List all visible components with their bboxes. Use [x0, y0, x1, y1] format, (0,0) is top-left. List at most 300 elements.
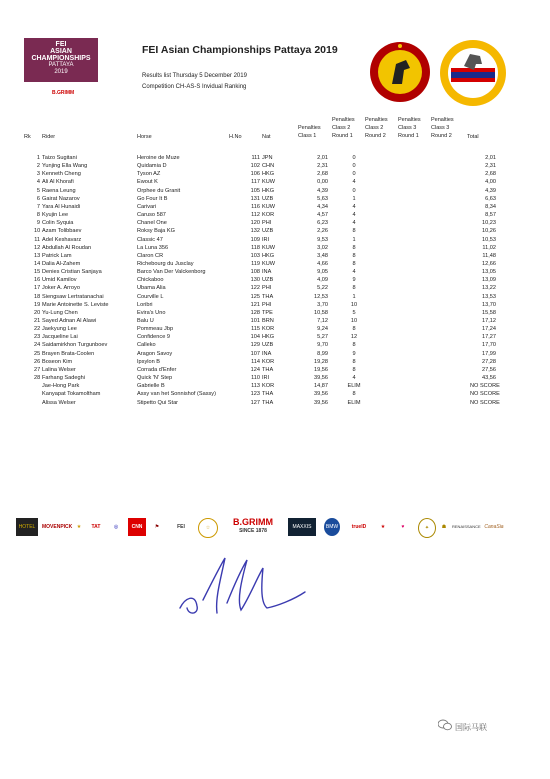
thailand-equestrian-federation-crest-icon	[438, 38, 508, 108]
rank-cell: 10	[34, 228, 41, 235]
horse-number-cell: 124	[250, 366, 260, 373]
horse-cell: Aragon Savoy	[137, 350, 173, 357]
horse-number-cell: 108	[250, 269, 260, 276]
asian-equestrian-federation-crest-icon	[368, 40, 432, 104]
total-cell: 10,53	[482, 236, 496, 243]
nation-cell: THA	[262, 366, 274, 373]
sponsor-renaissance-logo: RENAISSANCE	[452, 524, 481, 529]
nation-cell: HKG	[262, 334, 275, 341]
nation-cell: THA	[262, 399, 274, 406]
nation-cell: THA	[262, 293, 274, 300]
fei-championship-logo	[24, 38, 98, 82]
col-c2r2-line2: Class 2	[365, 125, 384, 131]
horse-number-cell: 111	[251, 155, 260, 161]
rider-cell: Yu-Lung Chen	[42, 309, 78, 316]
rank-cell: 18	[34, 293, 41, 300]
table-row	[0, 187, 550, 195]
horse-number-cell: 122	[250, 285, 260, 292]
horse-number-cell: 120	[250, 220, 260, 227]
col-p1-line2: Class 1	[298, 133, 317, 139]
horse-number-cell: 114	[251, 358, 260, 365]
penalties-class1-cell: 2,31	[317, 163, 328, 170]
sponsor-movenpick-logo: MOVENPICK	[42, 524, 73, 530]
penalties-class2-round1-cell: 1	[352, 236, 356, 243]
horse-cell: Quick 'N' Step	[137, 375, 173, 382]
penalties-class1-cell: 2,01	[317, 155, 328, 161]
penalties-class2-round1-cell: 0	[352, 155, 356, 161]
col-hno: H.No	[229, 134, 242, 140]
penalties-class1-cell: 4,57	[317, 212, 328, 219]
total-cell: 11,48	[482, 252, 496, 259]
table-row	[0, 195, 550, 203]
rank-cell: 22	[34, 326, 41, 333]
nation-cell: UZB	[262, 228, 274, 235]
penalties-class1-cell: 4,09	[317, 277, 328, 284]
penalties-class2-round1-cell: 8	[352, 285, 356, 292]
penalties-class1-cell: 4,34	[317, 203, 328, 210]
total-cell: 13,22	[482, 285, 496, 292]
table-row	[0, 170, 550, 178]
table-row	[0, 236, 550, 244]
sponsor-bmw-logo: BMW	[324, 518, 340, 536]
penalties-class2-round1-cell: 8	[352, 326, 356, 333]
rider-cell: Umid Kamilov	[42, 277, 77, 284]
sponsor-canasia-logo: CanaSia	[484, 524, 504, 530]
penalties-class2-round1-cell: 8	[352, 260, 356, 267]
table-row	[0, 284, 550, 292]
horse-number-cell: 102	[250, 163, 260, 170]
horse-number-cell: 127	[250, 399, 260, 406]
penalties-class2-round1-cell: 0	[352, 163, 356, 170]
rider-cell: Alissa Welser	[42, 399, 76, 406]
col-c3r2-line2: Class 3	[431, 125, 450, 131]
sponsor-emblem-logo: ◎	[113, 524, 119, 530]
table-row	[0, 350, 550, 358]
horse-number-cell: 103	[250, 252, 260, 259]
rider-cell: Yunjing Ella Wang	[42, 163, 88, 170]
rider-cell: Adel Keshavarz	[42, 236, 82, 243]
horse-number-cell: 105	[250, 187, 260, 194]
rank-cell: 14	[34, 260, 41, 267]
penalties-class2-round1-cell: 4	[352, 220, 356, 227]
nation-cell: KUW	[262, 260, 276, 267]
table-row	[0, 276, 550, 284]
table-row	[0, 268, 550, 276]
penalties-class1-cell: 14,87	[314, 383, 328, 390]
rank-cell: 4	[36, 179, 40, 186]
penalties-class1-cell: 3,48	[317, 252, 328, 259]
col-c3r1-line1: Penalties	[398, 117, 421, 123]
rank-cell: 9	[36, 220, 40, 227]
col-penalties-class3-round1	[398, 116, 421, 140]
document-title: FEI Asian Championships Pattaya 2019	[142, 44, 338, 56]
sponsor-trueid-logo: trueID	[351, 524, 367, 530]
rank-cell: 23	[34, 334, 41, 341]
total-cell: 13,05	[482, 269, 496, 276]
penalties-class1-cell: 9,53	[317, 236, 328, 243]
total-cell: 8,57	[485, 212, 496, 219]
total-cell: 2,01	[485, 155, 496, 161]
table-row	[0, 244, 550, 252]
penalties-class1-cell: 39,56	[314, 375, 328, 382]
sponsor-star-logo: ★	[380, 524, 386, 530]
sponsor-tat-logo: TAT	[91, 524, 101, 530]
horse-cell: Ubama Alia	[137, 285, 166, 292]
col-c3r2-line3: Round 2	[431, 133, 452, 139]
table-row	[0, 317, 550, 325]
sponsor-hotel-logo: HOTEL	[16, 518, 38, 536]
col-c3r1-line2: Class 3	[398, 125, 417, 131]
table-row	[0, 301, 550, 309]
table-row	[0, 341, 550, 349]
total-cell: 6,63	[485, 195, 496, 202]
penalties-class2-round1-cell: 5	[352, 309, 356, 316]
rider-cell: Jaekyung Lee	[42, 326, 77, 333]
table-row	[0, 227, 550, 235]
nation-cell: KUW	[262, 244, 276, 251]
horse-cell: Gabrielle B	[137, 383, 165, 390]
total-cell: 27,56	[482, 366, 496, 373]
horse-cell: Heroine de Muze	[137, 155, 180, 161]
rider-cell: Abdullah Al Roudan	[42, 244, 92, 251]
sponsor-seal-logo: ☆	[198, 518, 218, 538]
horse-cell: Tyson AZ	[137, 171, 161, 178]
sponsor-maxxis-logo: MAXXIS	[288, 518, 316, 536]
nation-cell: HKG	[262, 171, 275, 178]
table-row	[0, 358, 550, 366]
horse-cell: Claron CR	[137, 252, 164, 259]
horse-number-cell: 113	[251, 383, 260, 390]
total-cell: 13,09	[482, 277, 496, 284]
horse-cell: Orphee du Granit	[137, 187, 181, 194]
rider-cell: Sayed Adnan Al Alawi	[42, 318, 97, 324]
bgrimm-since: SINCE 1878	[239, 528, 267, 534]
horse-cell: Loribri	[137, 301, 153, 308]
nation-cell: UZB	[262, 277, 274, 284]
rank-cell: 5	[36, 187, 40, 194]
table-row	[0, 333, 550, 341]
penalties-class1-cell: 9,24	[317, 326, 328, 333]
penalties-class1-cell: 3,70	[317, 301, 328, 308]
horse-cell: Courville L	[137, 293, 164, 300]
col-penalties-class1	[298, 124, 321, 140]
nation-cell: IRI	[262, 236, 270, 243]
nation-cell: PHI	[262, 220, 272, 227]
rider-cell: Dalia Al-Zahem	[42, 260, 81, 267]
total-cell: 13,53	[482, 293, 496, 300]
col-c2r1-line2: Class 2	[332, 125, 351, 131]
rider-cell: Saidamirkhon Turgunboev	[42, 342, 108, 349]
rank-cell: 21	[34, 318, 41, 324]
penalties-class1-cell: 39,56	[314, 399, 328, 406]
nation-cell: HKG	[262, 252, 275, 259]
penalties-class2-round1-cell: 1	[352, 293, 356, 300]
penalties-class1-cell: 10,58	[314, 309, 328, 316]
sponsor-shield-logo: ⚑	[154, 524, 160, 530]
total-cell: NO SCORE	[470, 399, 500, 406]
sponsor-bar	[12, 518, 507, 540]
horse-number-cell: 119	[251, 260, 260, 267]
penalties-class2-round1-cell: 4	[352, 179, 356, 186]
nation-cell: KUW	[262, 203, 276, 210]
col-penalties-class2-round1	[332, 116, 355, 140]
rank-cell: 19	[34, 301, 41, 308]
col-total: Total	[467, 134, 479, 140]
rider-cell: Jae-Hong Park	[42, 383, 80, 390]
penalties-class2-round1-cell: 4	[352, 212, 356, 219]
horse-cell: Go Four It B	[137, 195, 168, 202]
rank-cell: 17	[34, 285, 41, 292]
total-cell: 17,27	[482, 334, 496, 341]
horse-number-cell: 128	[250, 309, 260, 316]
total-cell: NO SCORE	[470, 383, 500, 390]
rider-cell: Colin Syquia	[42, 220, 74, 227]
rank-cell: 16	[34, 277, 41, 284]
horse-number-cell: 115	[251, 326, 260, 333]
nation-cell: KOR	[262, 326, 275, 333]
table-row	[0, 260, 550, 268]
rank-cell: 8	[36, 212, 40, 219]
nation-cell: HKG	[262, 187, 275, 194]
col-horse: Horse	[137, 134, 152, 140]
rider-cell: Yara Al Hunaidi	[42, 203, 81, 210]
sponsor-heart-logo: ♥	[401, 524, 405, 530]
nation-cell: KOR	[262, 358, 275, 365]
col-c3r1-line3: Round 1	[398, 133, 419, 139]
col-nat: Nat	[262, 134, 271, 140]
horse-cell: La Luna 356	[137, 244, 169, 251]
rider-cell: Kanyapat Tokamoltham	[42, 391, 101, 398]
horse-number-cell: 110	[251, 375, 260, 382]
horse-number-cell: 130	[250, 277, 260, 284]
rank-cell: 27	[34, 366, 41, 373]
nation-cell: INA	[262, 350, 272, 357]
nation-cell: KOR	[262, 383, 275, 390]
penalties-class2-round1-cell: 1	[352, 195, 356, 202]
horse-cell: Chickaboo	[137, 277, 164, 284]
total-cell: 10,23	[482, 220, 496, 227]
rider-cell: Kyujin Lee	[42, 212, 69, 219]
penalties-class2-round1-cell: 4	[352, 203, 356, 210]
penalties-class1-cell: 6,23	[317, 220, 328, 227]
horse-number-cell: 101	[250, 318, 260, 324]
total-cell: 17,12	[482, 318, 496, 324]
rider-cell: Denies Cristian Sanjaya	[42, 269, 102, 276]
horse-cell: Stipetto Qui Star	[137, 399, 179, 406]
rider-cell: Brayen Brata-Coolen	[42, 350, 95, 357]
horse-number-cell: 116	[251, 203, 260, 210]
penalties-class1-cell: 19,56	[314, 366, 328, 373]
penalties-class2-round1-cell: 12	[350, 334, 358, 341]
watermark-text: 国际马联	[455, 723, 487, 732]
nation-cell: INA	[262, 269, 272, 276]
total-cell: 17,70	[482, 342, 496, 349]
col-c2r1-line3: Round 1	[332, 133, 353, 139]
total-cell: 2,31	[485, 163, 496, 170]
rank-cell: 1	[36, 155, 40, 161]
rider-cell: Boseon Kim	[42, 358, 73, 365]
penalties-class1-cell: 2,68	[317, 171, 328, 178]
rank-cell: 15	[34, 269, 41, 276]
rider-cell: Kenneth Cheng	[42, 171, 81, 178]
penalties-class2-round1-cell: 8	[352, 366, 356, 373]
total-cell: 4,39	[485, 187, 496, 194]
competition-name: Competition CH-AS-S Invidual Ranking	[142, 84, 247, 90]
horse-cell: Carivari	[137, 203, 157, 210]
horse-number-cell: 106	[250, 171, 260, 178]
nation-cell: CHN	[262, 163, 275, 170]
horse-cell: Caruso 587	[137, 212, 166, 219]
horse-cell: Chanel One	[137, 220, 167, 227]
penalties-class2-round1-cell: 8	[352, 244, 356, 251]
nation-cell: THA	[262, 391, 274, 398]
nation-cell: PHI	[262, 285, 272, 292]
horse-number-cell: 109	[250, 236, 260, 243]
table-row	[0, 325, 550, 333]
penalties-class1-cell: 12,53	[314, 293, 328, 300]
horse-cell: Richebourg du Jusclay	[137, 260, 194, 267]
penalties-class2-round1-cell: 4	[352, 375, 356, 382]
total-cell: 2,68	[485, 171, 496, 178]
col-c2r2-line3: Round 2	[365, 133, 386, 139]
table-row	[0, 309, 550, 317]
logo-line2: ASIAN	[50, 48, 72, 55]
penalties-class2-round1-cell: 9	[352, 277, 356, 284]
horse-number-cell: 107	[250, 350, 260, 357]
total-cell: 12,66	[482, 260, 496, 267]
table-row	[0, 293, 550, 301]
total-cell: 10,26	[482, 228, 496, 235]
table-row	[0, 374, 550, 382]
horse-cell: Evira's Uno	[137, 309, 166, 316]
col-rider: Rider	[42, 134, 56, 140]
penalties-class1-cell: 8,99	[317, 350, 328, 357]
total-cell: 27,28	[482, 358, 496, 365]
sponsor-crest-logo: ★	[76, 524, 82, 530]
rank-cell: 12	[34, 244, 41, 251]
table-row	[0, 390, 550, 398]
penalties-class1-cell: 4,39	[317, 187, 328, 194]
rank-cell: 3	[36, 171, 40, 178]
table-row	[0, 162, 550, 170]
logo-line3: CHAMPIONSHIPS	[31, 55, 91, 62]
rank-cell: 7	[36, 203, 40, 210]
penalties-class2-round1-cell: 9	[352, 350, 356, 357]
rank-cell: 28	[34, 375, 41, 382]
penalties-class2-round1-cell: 8	[352, 228, 356, 235]
table-row	[0, 203, 550, 211]
horse-cell: Roksy Baja KG	[137, 228, 175, 235]
horse-cell: Ipsylon B	[137, 358, 161, 365]
horse-number-cell: 121	[250, 301, 260, 308]
horse-cell: Calleko	[137, 342, 156, 349]
horse-number-cell: 117	[251, 179, 260, 186]
penalties-class1-cell: 5,27	[317, 334, 328, 341]
rank-cell: 11	[34, 236, 40, 243]
horse-cell: Pommeau Jbp	[137, 326, 174, 333]
total-cell: 43,56	[482, 375, 496, 382]
penalties-class2-round1-cell: 8	[352, 252, 356, 259]
logo-line5: 2019	[54, 69, 68, 75]
col-penalties-class3-round2	[431, 116, 454, 140]
nation-cell: PHI	[262, 301, 272, 308]
sponsor-cnn-logo: CNN	[128, 518, 146, 536]
penalties-class2-round1-cell: ELIM	[347, 383, 361, 390]
penalties-class1-cell: 5,63	[317, 195, 328, 202]
rank-cell: 26	[34, 358, 41, 365]
total-cell: 13,70	[482, 301, 496, 308]
horse-cell: Barco Van Der Valckenborg	[137, 269, 206, 276]
total-cell: NO SCORE	[470, 391, 500, 398]
penalties-class1-cell: 4,66	[317, 260, 328, 267]
horse-cell: Classic 47	[137, 236, 163, 243]
sponsor-fei-logo: FEI	[177, 524, 185, 530]
total-cell: 15,58	[482, 309, 496, 316]
penalties-class1-cell: 0,00	[317, 179, 328, 186]
nation-cell: JPN	[262, 155, 273, 161]
rider-cell: Jacqueline Lai	[42, 334, 78, 341]
horse-cell: Assy van het Sonnishof (Sassy)	[137, 391, 216, 398]
rider-cell: Taizo Sugitani	[42, 155, 77, 161]
table-row	[0, 252, 550, 260]
logo-line4: PATTAYA	[48, 62, 74, 68]
table-row	[0, 382, 550, 390]
penalties-class2-round1-cell: 0	[352, 171, 356, 178]
table-row	[0, 399, 550, 407]
rider-cell: Raena Leung	[42, 187, 76, 194]
nation-cell: BRN	[262, 318, 274, 324]
horse-number-cell: 129	[250, 342, 260, 349]
horse-cell: Ewout K	[137, 179, 158, 186]
total-cell: 8,34	[485, 203, 496, 210]
rank-cell: 20	[34, 309, 41, 316]
rider-cell: Gairat Nazarov	[42, 195, 80, 202]
table-row	[0, 211, 550, 219]
rank-cell: 13	[34, 252, 41, 259]
penalties-class2-round1-cell: ELIM	[347, 399, 361, 406]
rider-cell: Lalina Welser	[42, 366, 76, 373]
col-p1-line1: Penalties	[298, 125, 321, 131]
penalties-class2-round1-cell: 0	[352, 187, 356, 194]
rider-cell: Joker A. Arroyo	[42, 285, 80, 292]
table-row	[0, 178, 550, 186]
nation-cell: UZB	[262, 195, 274, 202]
rider-cell: Marie Antoinette S. Leviste	[42, 301, 109, 308]
sponsor-emblem3-logo: ☗	[441, 524, 447, 530]
rank-cell: 24	[34, 342, 41, 349]
penalties-class2-round1-cell: 10	[350, 301, 358, 308]
table-row	[0, 154, 550, 162]
col-rk: Rk	[24, 134, 31, 140]
horse-cell: Balu U	[137, 318, 154, 324]
rider-cell: Farhang Sadeghi	[42, 375, 85, 382]
nation-cell: KUW	[262, 179, 276, 186]
rider-cell: Patrick Lam	[42, 252, 72, 259]
penalties-class2-round1-cell: 10	[350, 318, 358, 324]
penalties-class1-cell: 9,05	[317, 269, 328, 276]
nation-cell: UZB	[262, 342, 274, 349]
sponsor-bgrimm-logo	[224, 518, 282, 536]
rank-cell: 2	[36, 163, 40, 170]
table-row	[0, 366, 550, 374]
horse-number-cell: 131	[250, 195, 260, 202]
horse-number-cell: 132	[250, 228, 260, 235]
horse-cell: Confidence 9	[137, 334, 170, 341]
rider-cell: Ali Al Khorafi	[42, 179, 74, 186]
total-cell: 4,00	[485, 179, 496, 186]
penalties-class1-cell: 39,56	[314, 391, 328, 398]
penalties-class1-cell: 5,22	[317, 285, 328, 292]
